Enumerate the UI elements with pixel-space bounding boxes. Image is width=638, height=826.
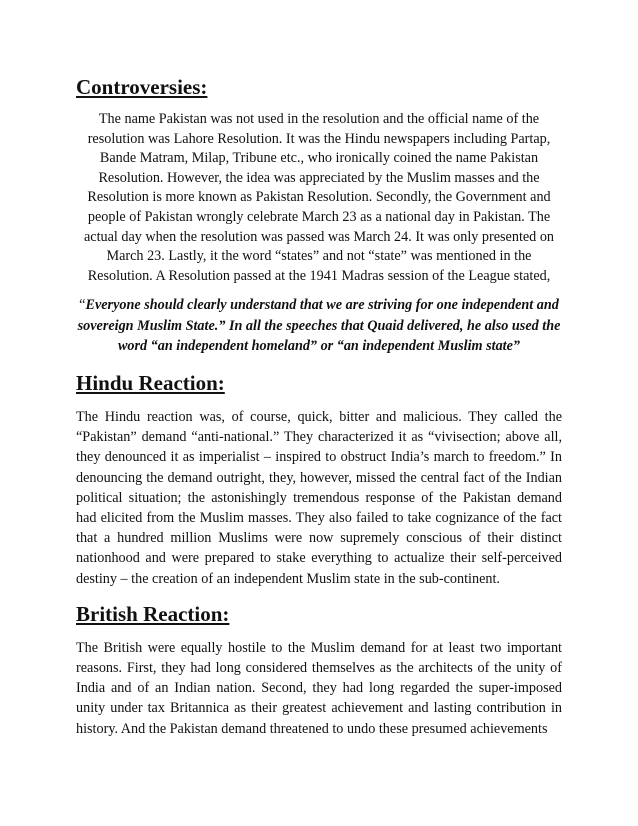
document-page: [76, 74, 562, 739]
hindu-reaction-paragraph: The Hindu reaction was, of course, quick, bitter and malicious. They called the “Pakistan” demand “anti-national.” They characterized it as “vivisection; above all, they denounced it as imperialist – inspired to obstruct India’s march to freedom.” In denouncing the demand outright, they, however, missed the central fact of the Indian political situation; the astonishingly tremendous response of the Pakistan demand had elicited from the Muslim masses. They also failed to take cognizance of the fact that a hundred million Muslims were now supremely conscious of their distinct nationhood and were prepared to stake everything to actualize their self-perceived destiny – the creation of an independent Muslim state in the sub-continent.: [76, 408, 562, 587]
jinnah-quote: [76, 295, 562, 356]
hindu-reaction-heading: Hindu Reaction:: [76, 370, 225, 395]
controversies-heading: Controversies:: [76, 75, 208, 99]
quote-text: Everyone should clearly understand that we are striving for one independent and sovereign Muslim State.” In all the speeches that Quaid delivered, he also used the word “an independent homeland” or “an independent Muslim state”: [77, 297, 561, 354]
british-reaction-paragraph: The British were equally hostile to the Muslim demand for at least two important reasons. First, they had long considered themselves as the architects of the unity of India and of an Indian nation. Second, they had long regarded the super-imposed unity under tax Britannica as their greatest achievement and lasting contribution in history. And the Pakistan demand threatened to undo these presumed achievements: [76, 639, 562, 737]
controversies-paragraph: The name Pakistan was not used in the resolution and the official name of the resolution was Lahore Resolution. It was the Hindu newspapers including Partap, Bande Matram, Milap, Tribune etc., who ironically coined the name Pakistan Resolution. However, the idea was appreciated by the Muslim masses and the Resolution is more known as Pakistan Resolution. Secondly, the Government and people of Pakistan wrongly celebrate March 23 as a national day in Pakistan. The actual day when the resolution was passed was March 24. It was only presented on March 23. Lastly, it the word “states” and not “state” was mentioned in the Resolution. A Resolution passed at the 1941 Madras session of the League stated,: [83, 111, 555, 284]
british-reaction-heading: British Reaction:: [76, 601, 230, 626]
quote-open-mark: “: [79, 297, 86, 314]
